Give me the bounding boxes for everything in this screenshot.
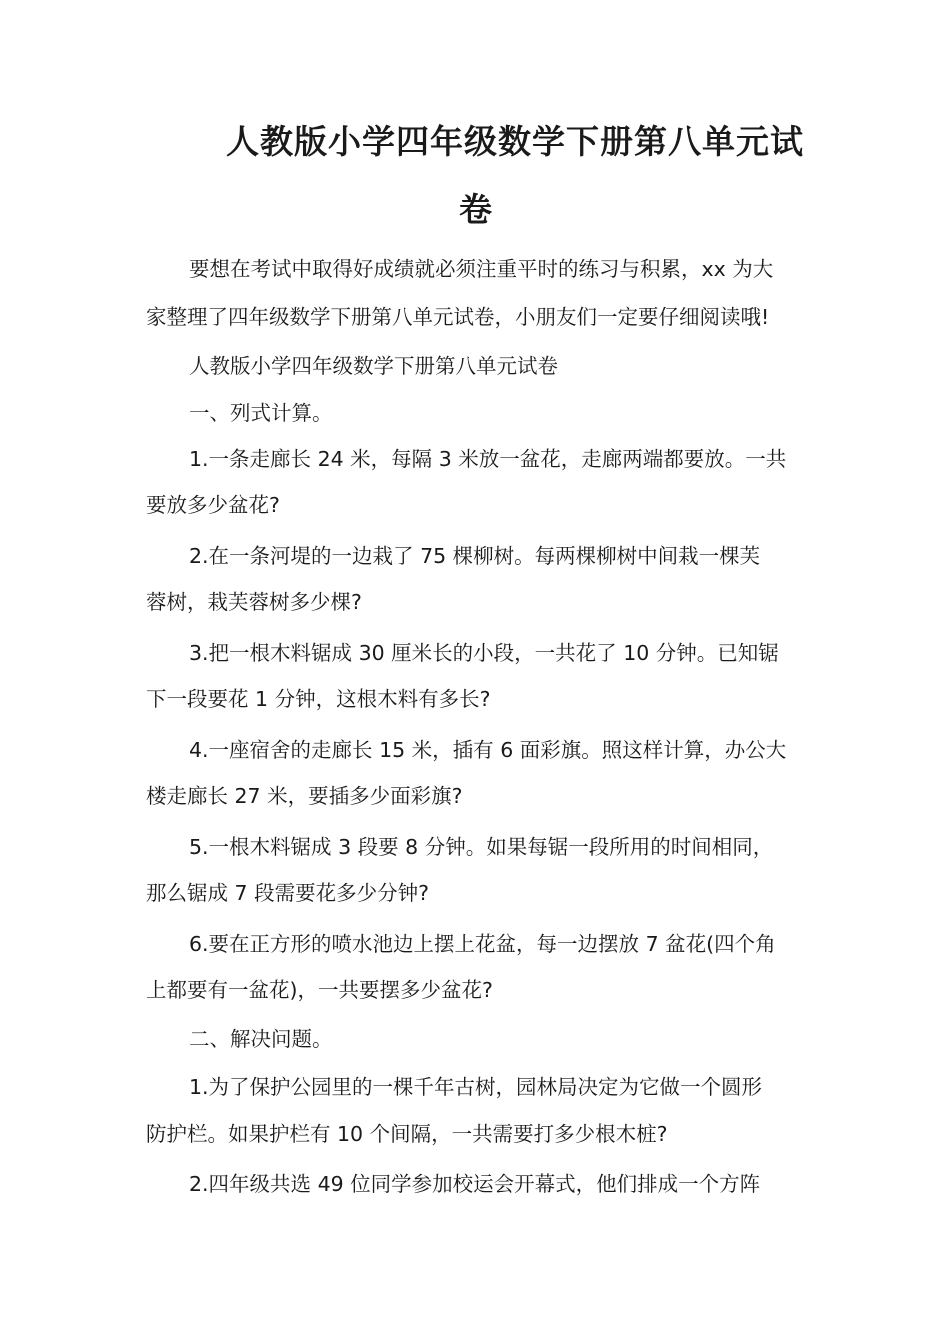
- question-3-line-1: 3.把一根木料锯成 30 厘米长的小段，一共花了 10 分钟。已知锯: [189, 641, 779, 665]
- question-1-line-2: 要放多少盆花?: [146, 493, 280, 517]
- question-4-line-2: 楼走廊长 27 米，要插多少面彩旗?: [146, 784, 463, 808]
- question-6-line-1: 6.要在正方形的喷水池边上摆上花盆，每一边摆放 7 盆花(四个角: [189, 932, 776, 956]
- document-title-line-2: 卷: [459, 190, 493, 229]
- question-2-line-1: 2.在一条河堤的一边栽了 75 棵柳树。每两棵柳树中间栽一棵芙: [189, 544, 761, 568]
- intro-line-2: 家整理了四年级数学下册第八单元试卷，小朋友们一定要仔细阅读哦!: [146, 305, 770, 329]
- section-heading-1: 一、列式计算。: [189, 401, 333, 425]
- question-3-line-2: 下一段要花 1 分钟，这根木料有多长?: [146, 687, 491, 711]
- problem-1-line-1: 1.为了保护公园里的一棵千年古树，园林局决定为它做一个圆形: [189, 1075, 763, 1099]
- problem-2-line-1: 2.四年级共选 49 位同学参加校运会开幕式，他们排成一个方阵: [189, 1172, 761, 1196]
- question-1-line-1: 1.一条走廊长 24 米，每隔 3 米放一盆花，走廊两端都要放。一共: [189, 447, 787, 471]
- document-title-line-1: 人教版小学四年级数学下册第八单元试: [226, 122, 804, 161]
- intro-line-1: 要想在考试中取得好成绩就必须注重平时的练习与积累，xx 为大: [189, 257, 774, 281]
- question-2-line-2: 蓉树，栽芙蓉树多少棵?: [146, 590, 362, 614]
- question-6-line-2: 上都要有一盆花)，一共要摆多少盆花?: [146, 978, 493, 1002]
- question-4-line-1: 4.一座宿舍的走廊长 15 米，插有 6 面彩旗。照这样计算，办公大: [189, 738, 787, 762]
- question-5-line-1: 5.一根木料锯成 3 段要 8 分钟。如果每锯一段所用的时间相同，: [189, 835, 774, 859]
- problem-1-line-2: 防护栏。如果护栏有 10 个间隔，一共需要打多少根木桩?: [146, 1122, 668, 1146]
- question-5-line-2: 那么锯成 7 段需要花多少分钟?: [146, 881, 429, 905]
- subtitle-line: 人教版小学四年级数学下册第八单元试卷: [189, 354, 558, 378]
- section-heading-2: 二、解决问题。: [189, 1027, 333, 1051]
